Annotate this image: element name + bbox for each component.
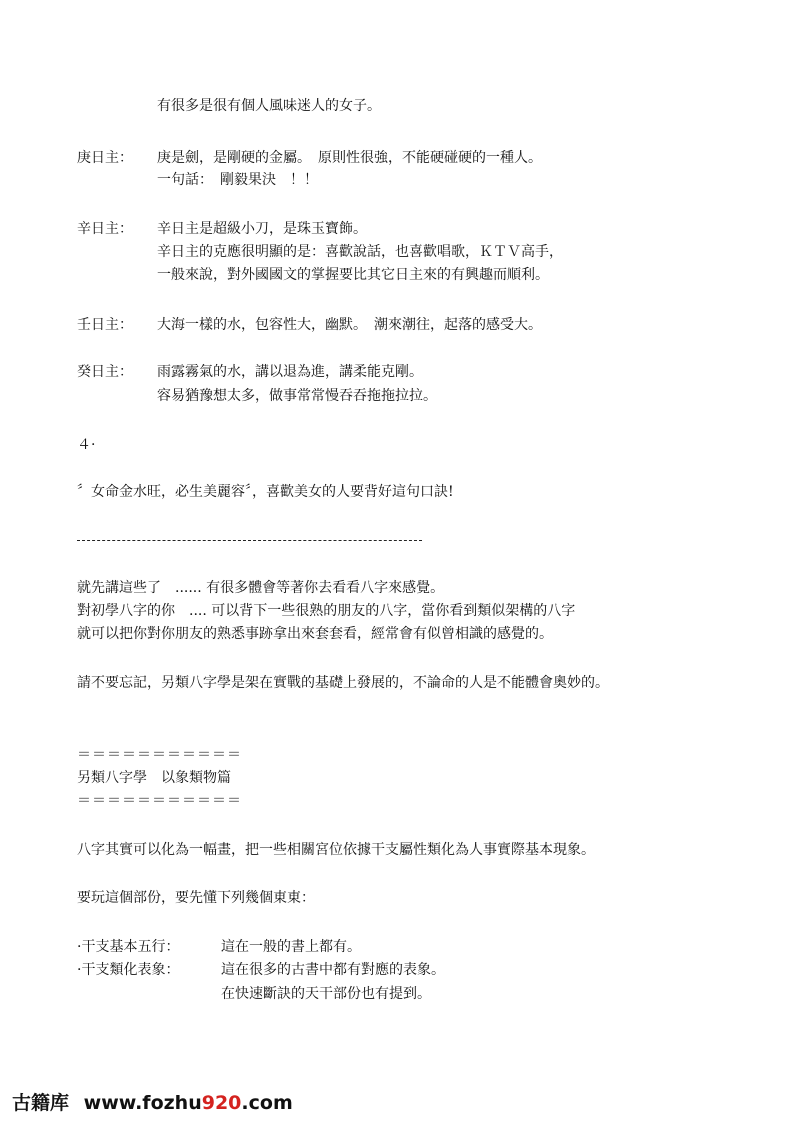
banner-top: ＝＝＝＝＝＝＝＝＝＝＝ bbox=[77, 747, 242, 763]
paragraph2: 請不要忘記，另類八字學是架在實戰的基礎上發展的，不論命的人是不能體會奧妙的。 bbox=[77, 675, 609, 691]
entry-line: 一般來說，對外國國文的掌握要比其它日主來的有興趣而順利。 bbox=[157, 267, 549, 283]
entry-line: 大海一樣的水，包容性大，幽默。 潮來潮往，起落的感受大。 bbox=[157, 317, 542, 333]
bullet-label: ·干支基本五行： bbox=[77, 939, 180, 955]
intro-line: 有很多是很有個人風味迷人的女子。 bbox=[157, 98, 381, 114]
paragraph1-line: 對初學八字的你 .... 可以背下一些很熟的朋友的八字，當你看到類似架構的八字 bbox=[77, 603, 576, 619]
footer-url-suffix: .com bbox=[241, 1092, 293, 1114]
entry-label-xin: 辛日主： bbox=[77, 221, 133, 237]
footer-watermark bbox=[12, 1088, 293, 1115]
entry-line: 容易猶豫想太多，做事常常慢吞吞拖拖拉拉。 bbox=[157, 388, 437, 404]
paragraph1-line: 就先講這些了 ...... 有很多體會等著你去看看八字來感覺。 bbox=[77, 580, 445, 596]
entry-line: 庚是劍，是剛硬的金屬。 原則性很強，不能硬碰硬的一種人。 bbox=[157, 150, 542, 166]
bullet-line: 這在一般的書上都有。 bbox=[221, 939, 361, 955]
entry-label-geng: 庚日主： bbox=[77, 150, 133, 166]
bullet-label: ·干支類化表象： bbox=[77, 962, 180, 978]
footer-brand: 古籍库 bbox=[12, 1092, 70, 1114]
paragraph3: 八字其實可以化為一幅畫，把一些相關宮位依據干支屬性類化為人事實際基本現象。 bbox=[77, 842, 595, 858]
entry-line: 辛日主的克應很明顯的是：喜歡說話，也喜歡唱歌，ＫＴＶ高手， bbox=[157, 244, 563, 260]
entry-label-gui: 癸日主： bbox=[77, 364, 133, 380]
footer-url-prefix: www.fozhu bbox=[83, 1092, 202, 1114]
entry-line: 一句話： 剛毅果決 ！！ bbox=[157, 172, 318, 188]
banner-title: 另類八字學 以象類物篇 bbox=[77, 770, 231, 786]
bullet-line: 這在很多的古書中都有對應的表象。 bbox=[221, 962, 445, 978]
entry-label-ren: 壬日主： bbox=[77, 317, 133, 333]
footer-url-number: 920 bbox=[201, 1092, 242, 1114]
quote-line: 〞女命金水旺，必生美麗容〞，喜歡美女的人要背好這句口訣! bbox=[77, 484, 454, 500]
entry-line: 雨露霧氣的水，講以退為進，講柔能克剛。 bbox=[157, 364, 423, 380]
divider-text bbox=[77, 530, 422, 550]
paragraph4: 要玩這個部份，要先懂下列幾個東東： bbox=[77, 890, 315, 906]
bullet-line: 在快速斷訣的天干部份也有提到。 bbox=[221, 986, 431, 1002]
banner-bottom: ＝＝＝＝＝＝＝＝＝＝＝ bbox=[77, 793, 242, 809]
paragraph1-line: 就可以把你對你朋友的熟悉事跡拿出來套套看，經常會有似曾相識的感覺的。 bbox=[77, 626, 553, 642]
entry-line: 辛日主是超級小刀，是珠玉寶飾。 bbox=[157, 221, 367, 237]
section-number: ４· bbox=[77, 437, 96, 453]
